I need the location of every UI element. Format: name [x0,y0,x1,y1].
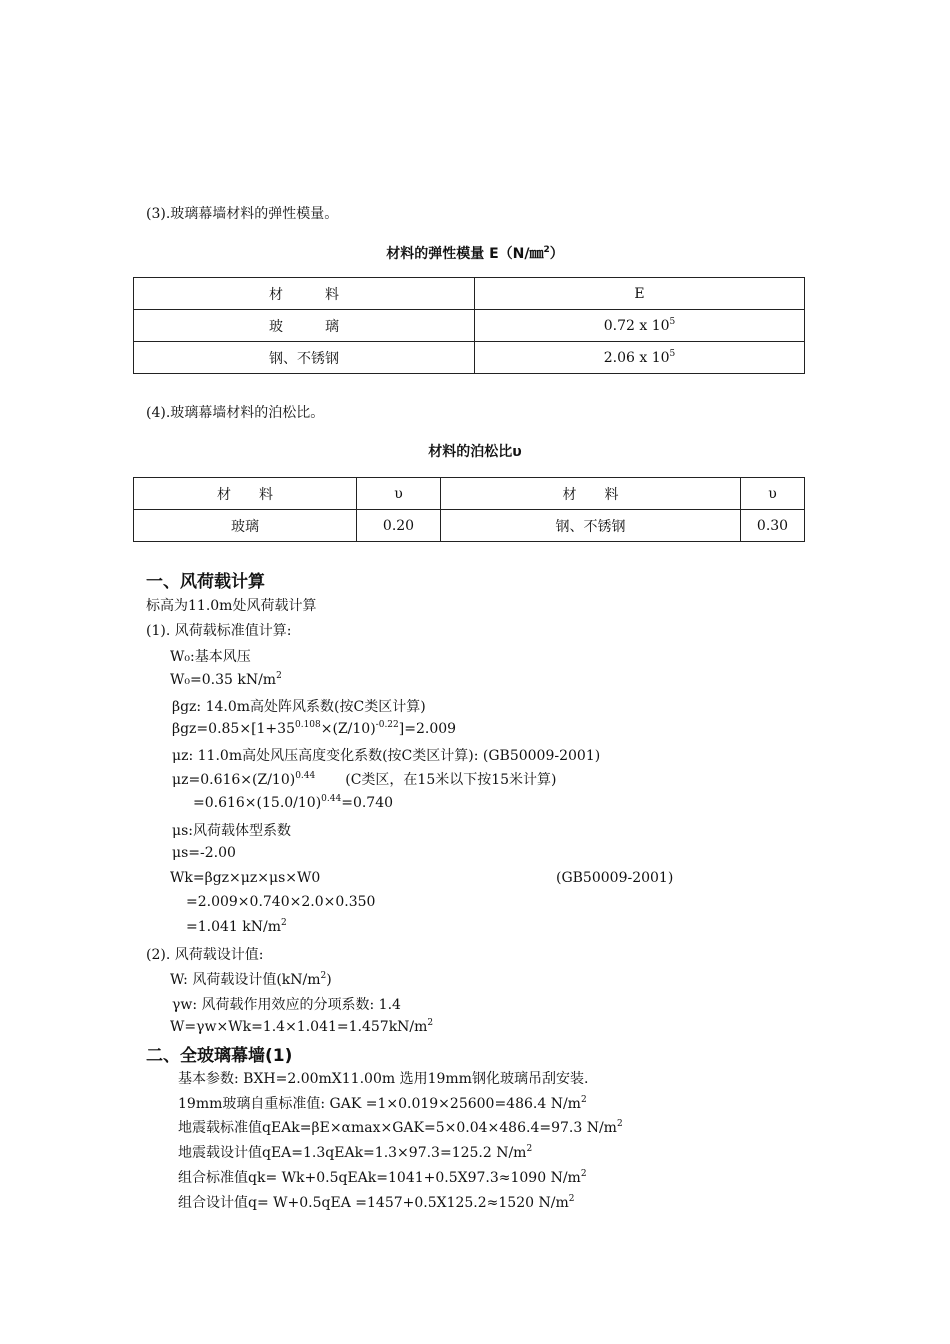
wind-line: (1). 风荷载标准值计算: [146,623,292,639]
wind-line: $\beta gz=0.85\times[1+35^{0.108}\times(Z/10)^{-0.22}]=2.009$ [172,720,457,737]
glass-line: 地震载标准值qEAk=βE×αmax×GAK=5×0.04×486.4=97.3 $N/m^2$ [178,1119,623,1136]
glass-line: 组合设计值q= W+0.5qEA =1457+0.5X125.2≈1520 $N/m^2$ [178,1194,575,1211]
wind-line: =2.009×0.740×2.0×0.350 [186,894,376,910]
table-header: 材 料 [134,278,475,310]
table-cell: 0.20 [357,510,441,542]
wind-line: βgz: 14.0m高处阵风系数(按C类区计算) [172,699,426,715]
wind-line: =1.041 $kN/m^2$ [186,918,287,935]
glass-line: 基本参数: BXH=2.00mX11.00m 选用19mm钢化玻璃吊刮安装. [178,1071,589,1087]
table-cell: 钢、不锈钢 [441,510,741,542]
table-header: E [475,278,805,310]
wind-line: μs:风荷载体型系数 [172,823,291,839]
table-cell: 玻璃 [134,510,357,542]
wind-line: γw: 风荷载作用效应的分项系数: 1.4 [172,997,401,1013]
poisson-table [133,477,805,542]
section3-heading: (3).玻璃幕墙材料的弹性模量。 [146,206,339,222]
wind-line: $\mu z=0.616\times(Z/10)^{0.44}$ (C类区，在15米以下按15米计算) [172,771,557,788]
wind-line: $=0.616\times(15.0/10)^{0.44}=0.740$ [193,794,394,811]
wind-line: W₀:基本风压 [170,649,251,665]
wind-line: μz: 11.0m高处风压高度变化系数(按C类区计算): (GB50009-2001) [172,748,601,764]
table-cell: 0.72 x $10^5$ [475,310,805,342]
wind-line: $W=\gamma w\times Wk=1.4\times 1.041=1.457kN/m^2$ [170,1018,434,1035]
wind-line: (2). 风荷载设计值: [146,947,264,963]
table-cell: 玻 璃 [134,310,475,342]
wind-line: 标高为11.0m处风荷载计算 [146,598,317,614]
table-header: υ [741,478,805,510]
wind-line: μs=-2.00 [172,845,236,861]
wind-line: (GB50009-2001) [556,870,674,886]
glass-line: 地震载设计值qEA=1.3qEAk=1.3×97.3=125.2 $N/m^2$ [178,1144,533,1161]
table1-caption: 材料的弹性模量 E（N/㎜$^2$） [386,245,564,262]
table-header: υ [357,478,441,510]
table-cell: 钢、不锈钢 [134,342,475,374]
table-cell: 0.30 [741,510,805,542]
table2-caption: 材料的泊松比υ [428,444,522,460]
wind-title: 一、风荷载计算 [146,572,265,592]
section4-heading: (4).玻璃幕墙材料的泊松比。 [146,405,325,421]
glass-line: 19mm玻璃自重标准值: GAK =1×0.019×25600=486.4 $N/m^2$ [178,1095,587,1112]
elastic-modulus-table [133,277,805,374]
wind-line: W₀=0.35 $kN/m^2$ [170,671,282,688]
table-cell: 2.06 x $10^5$ [475,342,805,374]
glass-title: 二、全玻璃幕墙(1) [146,1046,293,1066]
wind-line: W: 风荷载设计值$(kN/m^2)$ [170,971,332,988]
wind-line: Wk=βgz×μz×μs×W0 [170,870,321,886]
table-header: 材 料 [441,478,741,510]
table-header: 材 料 [134,478,357,510]
glass-line: 组合标准值qk= Wk+0.5qEAk=1041+0.5X97.3≈1090 $N/m^2$ [178,1169,587,1186]
